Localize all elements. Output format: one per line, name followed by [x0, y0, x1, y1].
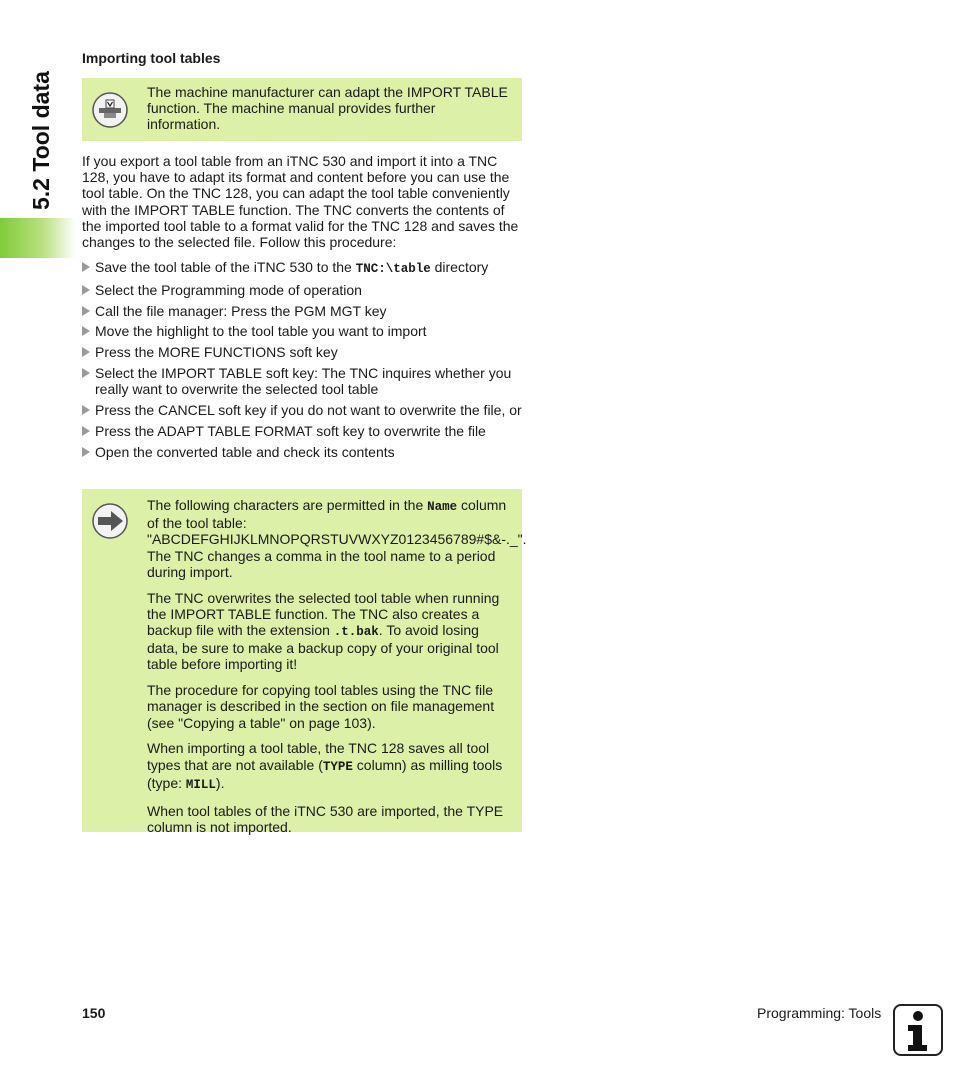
- list-item: [82, 259, 524, 277]
- section-heading: Importing tool tables: [82, 50, 221, 66]
- note-text: When importing a tool table, the TNC 128 saves all tool types that are not available (: [147, 740, 490, 773]
- page-number: 150: [82, 1005, 106, 1021]
- list-item: [82, 344, 524, 360]
- chapter-tab-marker: [0, 218, 76, 258]
- extension-code: .t.bak: [333, 625, 379, 640]
- note-text: . To avoid losing data, be sure to make a backup copy of your original tool table before importing it!: [147, 622, 499, 673]
- machine-manual-note-text: The machine manufacturer can adapt the IMPORT TABLE function. The machine manual provides further information.: [147, 84, 508, 133]
- hint-note-paragraph: [147, 497, 527, 580]
- step-arrow-icon: [82, 405, 90, 415]
- list-item: [82, 365, 524, 397]
- hint-note-paragraph: [147, 590, 512, 673]
- hint-note-paragraph: [147, 740, 512, 793]
- hint-note: [82, 489, 527, 835]
- step-text: Save the tool table of the iTNC 530 to the: [95, 259, 356, 275]
- step-text: Press the MORE FUNCTIONS soft key: [95, 344, 338, 361]
- list-item: [82, 423, 524, 439]
- step-text: Move the highlight to the tool table you want to import: [95, 323, 427, 340]
- step-arrow-icon: [82, 347, 90, 357]
- note-text: ).: [215, 774, 225, 791]
- step-text: Call the file manager: Press the PGM MGT key: [95, 302, 387, 319]
- list-item: [82, 444, 524, 460]
- step-text: Press the CANCEL soft key if you do not want to overwrite the file, or: [95, 401, 522, 418]
- intro-paragraph: If you export a tool table from an iTNC 530 and import it into a TNC 128, you have to adapt its format and content before you can use the tool table. On the TNC 128, you can adapt the tool table conveniently with the IMPORT TABLE function. The TNC converts the contents of the imported tool table to a format valid for the TNC 128 and saves the changes to the selected file. Follow this procedure:: [82, 153, 519, 251]
- column-name-code: Name: [427, 500, 458, 514]
- list-item: [82, 282, 524, 298]
- procedure-steps: [82, 259, 524, 464]
- note-text: The TNC overwrites the selected tool table when running the IMPORT TABLE function. The TNC also creates a backup file with the extension: [147, 589, 500, 639]
- directory-code: TNC:\table: [355, 262, 431, 276]
- machine-manual-icon: [92, 92, 128, 128]
- type-column-code: TYPE: [322, 759, 353, 774]
- footer-chapter-title: Programming: Tools: [757, 1005, 882, 1021]
- step-arrow-icon: [82, 447, 90, 457]
- step-arrow-icon: [82, 285, 90, 295]
- step-text: Press the ADAPT TABLE FORMAT soft key to overwrite the file: [95, 422, 486, 439]
- hint-note-paragraph: When tool tables of the iTNC 530 are imported, the TYPE column is not imported.: [147, 802, 504, 835]
- step-text: Select the Programming mode of operation: [95, 281, 362, 298]
- note-text: The following characters are permitted in the: [147, 497, 428, 513]
- step-arrow-icon: [82, 368, 90, 378]
- list-item: [82, 402, 524, 418]
- step-arrow-icon: [82, 306, 90, 316]
- step-text: directory: [430, 259, 489, 275]
- mill-type-code: MILL: [185, 777, 216, 792]
- hint-note-paragraph: The procedure for copying tool tables using the TNC file manager is described in the section on file management (see "Copying a table" on page 103).: [147, 682, 495, 731]
- list-item: [82, 323, 524, 339]
- arrow-right-icon: [92, 503, 128, 539]
- machine-manual-note: [82, 78, 522, 141]
- list-item: [82, 303, 524, 319]
- info-icon: [893, 1004, 943, 1056]
- step-arrow-icon: [82, 326, 90, 336]
- chapter-sidebar-title: 5.2 Tool data: [28, 71, 54, 210]
- step-text: Open the converted table and check its contents: [95, 443, 395, 460]
- step-arrow-icon: [82, 262, 90, 272]
- step-arrow-icon: [82, 426, 90, 436]
- note-text: column) as milling tools (type:: [147, 756, 503, 791]
- step-text: Select the IMPORT TABLE soft key: The TNC inquires whether you really want to overwrite the selected tool table: [95, 364, 512, 398]
- note-text: column of the tool table: "ABCDEFGHIJKLMNOPQRSTUVWXYZ0123456789#$&-._". The TNC changes a comma in the tool name to a period during import.: [147, 497, 527, 580]
